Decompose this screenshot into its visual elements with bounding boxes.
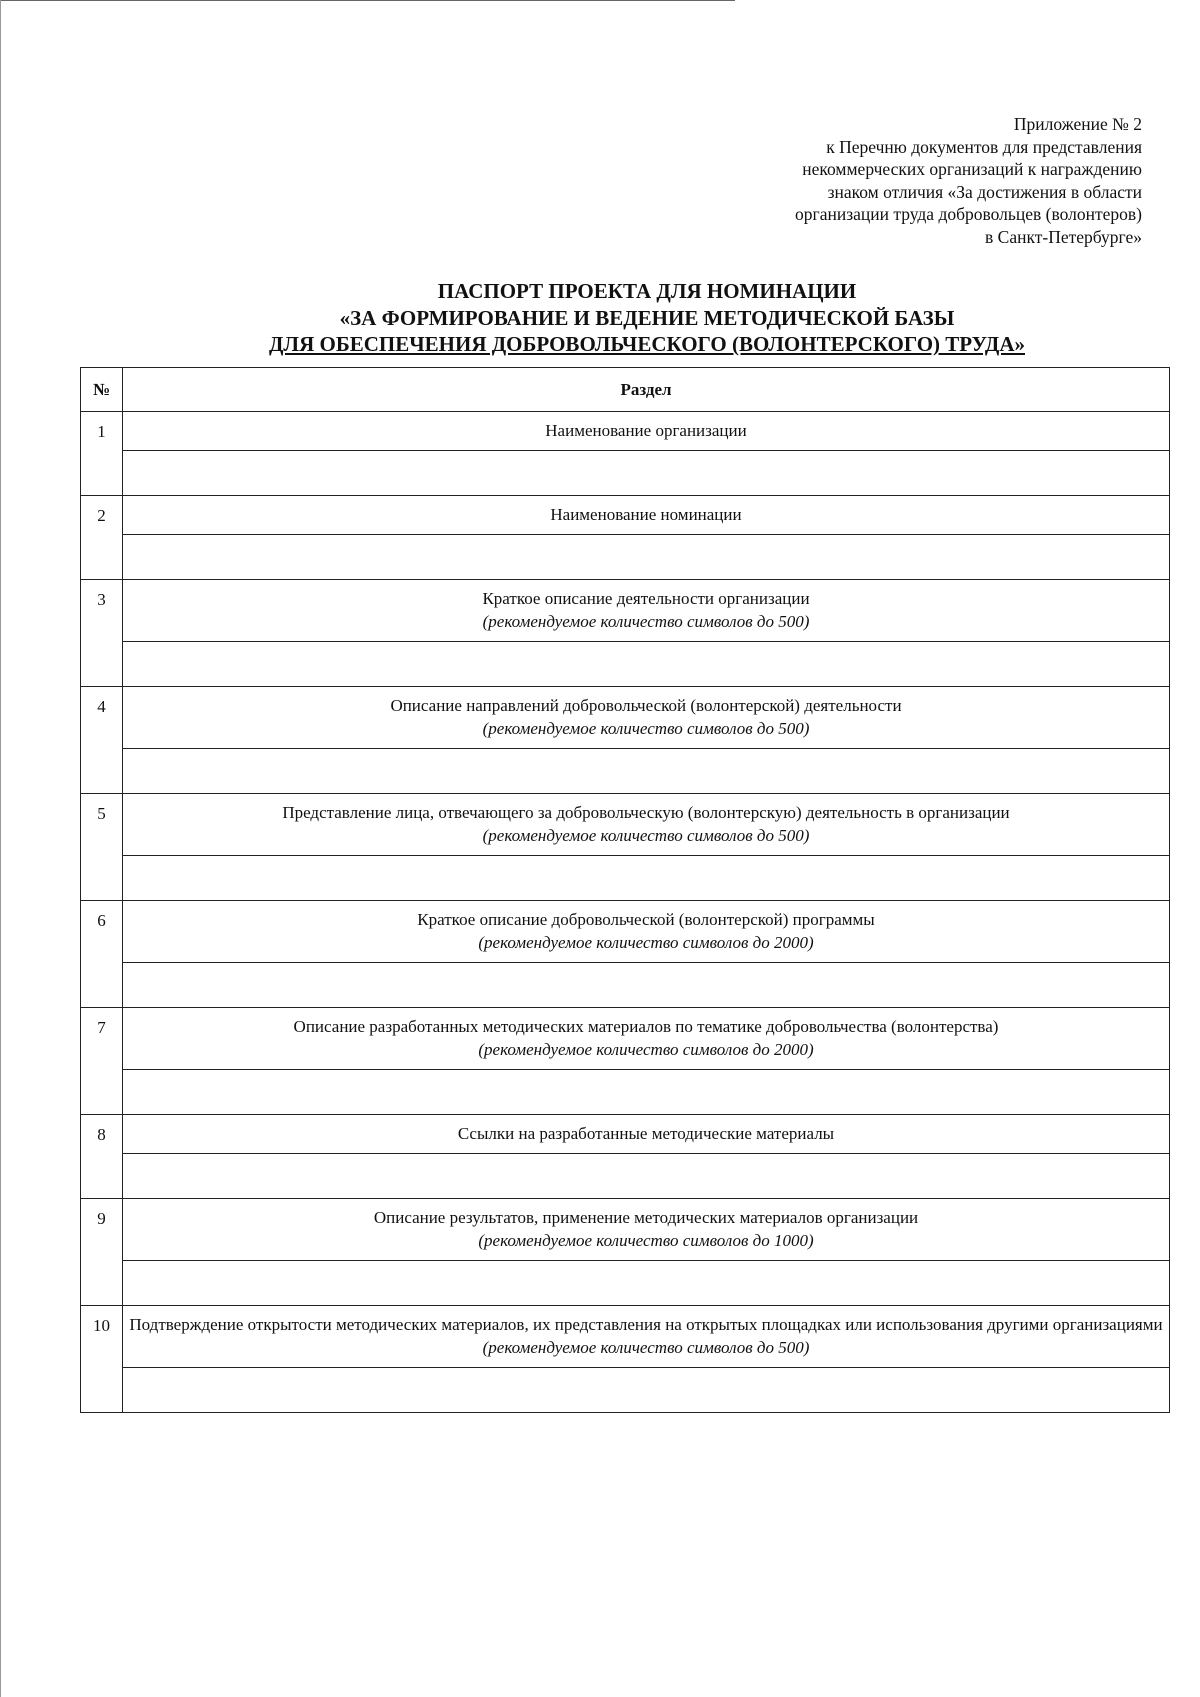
answer-field[interactable] <box>123 642 1170 687</box>
row-number: 5 <box>81 794 123 901</box>
answer-field[interactable] <box>123 856 1170 901</box>
section-title: Краткое описание деятельности организации <box>482 589 810 608</box>
section-title: Описание результатов, применение методических материалов организации <box>373 1208 919 1227</box>
row-number: 3 <box>81 580 123 687</box>
row-section <box>123 1306 1170 1368</box>
annex-line: к Перечню документов для представления <box>826 136 1142 157</box>
row-section <box>123 1199 1170 1261</box>
row-section <box>123 794 1170 856</box>
answer-field[interactable] <box>123 1261 1170 1306</box>
passport-table <box>80 367 1170 1413</box>
section-title: Краткое описание добровольческой (волонтерской) программы <box>417 910 875 929</box>
answer-field[interactable] <box>123 1070 1170 1115</box>
row-number: 10 <box>81 1306 123 1413</box>
row-number: 8 <box>81 1115 123 1199</box>
section-hint: (рекомендуемое количество символов до 2000) <box>478 933 814 952</box>
row-section <box>123 496 1170 535</box>
row-number: 4 <box>81 687 123 794</box>
table-row <box>81 901 1170 963</box>
row-section <box>123 412 1170 451</box>
row-section <box>123 1008 1170 1070</box>
section-title: Ссылки на разработанные методические материалы <box>457 1124 835 1143</box>
section-hint: (рекомендуемое количество символов до 500) <box>482 612 810 631</box>
answer-field[interactable] <box>123 963 1170 1008</box>
title-line-1: ПАСПОРТ ПРОЕКТА ДЛЯ НОМИНАЦИИ <box>437 279 857 303</box>
annex-line: организации труда добровольцев (волонтеров) <box>795 204 1142 225</box>
scan-top-edge <box>0 0 735 1</box>
table-row <box>81 496 1170 535</box>
title-line-2: «ЗА ФОРМИРОВАНИЕ И ВЕДЕНИЕ МЕТОДИЧЕСКОЙ БАЗЫ <box>339 305 955 330</box>
section-hint: (рекомендуемое количество символов до 500) <box>482 719 810 738</box>
section-hint: (рекомендуемое количество символов до 1000) <box>478 1231 814 1250</box>
table-row <box>81 1199 1170 1261</box>
answer-field[interactable] <box>123 1368 1170 1413</box>
row-section <box>123 687 1170 749</box>
row-number: 2 <box>81 496 123 580</box>
table-row <box>81 1115 1170 1154</box>
answer-field[interactable] <box>123 451 1170 496</box>
answer-field[interactable] <box>123 1154 1170 1199</box>
annex-line: некоммерческих организаций к награждению <box>802 159 1142 180</box>
row-number: 9 <box>81 1199 123 1306</box>
annex-note <box>542 113 1142 249</box>
section-hint: (рекомендуемое количество символов до 500) <box>482 1338 810 1357</box>
row-number: 1 <box>81 412 123 496</box>
document-title <box>0 278 1200 358</box>
annex-line: в Санкт-Петербурге» <box>985 226 1142 247</box>
row-section <box>123 1115 1170 1154</box>
header-section: Раздел <box>123 368 1170 412</box>
table-row <box>81 794 1170 856</box>
section-hint: (рекомендуемое количество символов до 2000) <box>478 1040 814 1059</box>
header-number: № <box>81 368 123 412</box>
table-row <box>81 687 1170 749</box>
section-title: Описание направлений добровольческой (волонтерской) деятельности <box>390 696 902 715</box>
annex-line: знаком отличия «За достижения в области <box>827 181 1142 202</box>
annex-line: Приложение № 2 <box>1013 114 1142 134</box>
row-number: 6 <box>81 901 123 1008</box>
row-section <box>123 901 1170 963</box>
table-row <box>81 1306 1170 1368</box>
answer-field[interactable] <box>123 535 1170 580</box>
row-number: 7 <box>81 1008 123 1115</box>
section-hint: (рекомендуемое количество символов до 500) <box>482 826 810 845</box>
table-row <box>81 580 1170 642</box>
section-title: Наименование номинации <box>550 505 742 524</box>
row-section <box>123 580 1170 642</box>
section-title: Наименование организации <box>545 421 747 440</box>
answer-field[interactable] <box>123 749 1170 794</box>
scan-left-edge <box>0 0 1 1697</box>
table-row <box>81 1008 1170 1070</box>
title-line-3: ДЛЯ ОБЕСПЕЧЕНИЯ ДОБРОВОЛЬЧЕСКОГО (ВОЛОНТЕРСКОГО) ТРУДА» <box>268 332 1025 356</box>
section-title: Описание разработанных методических материалов по тематике добровольчества (волонтерства) <box>293 1017 999 1036</box>
section-title: Подтверждение открытости методических материалов, их представления на открытых площадках или использования другими организациями <box>129 1315 1163 1334</box>
table-row <box>81 412 1170 451</box>
table-header-row <box>81 368 1170 412</box>
section-title: Представление лица, отвечающего за добровольческую (волонтерскую) деятельность в организации <box>282 803 1010 822</box>
